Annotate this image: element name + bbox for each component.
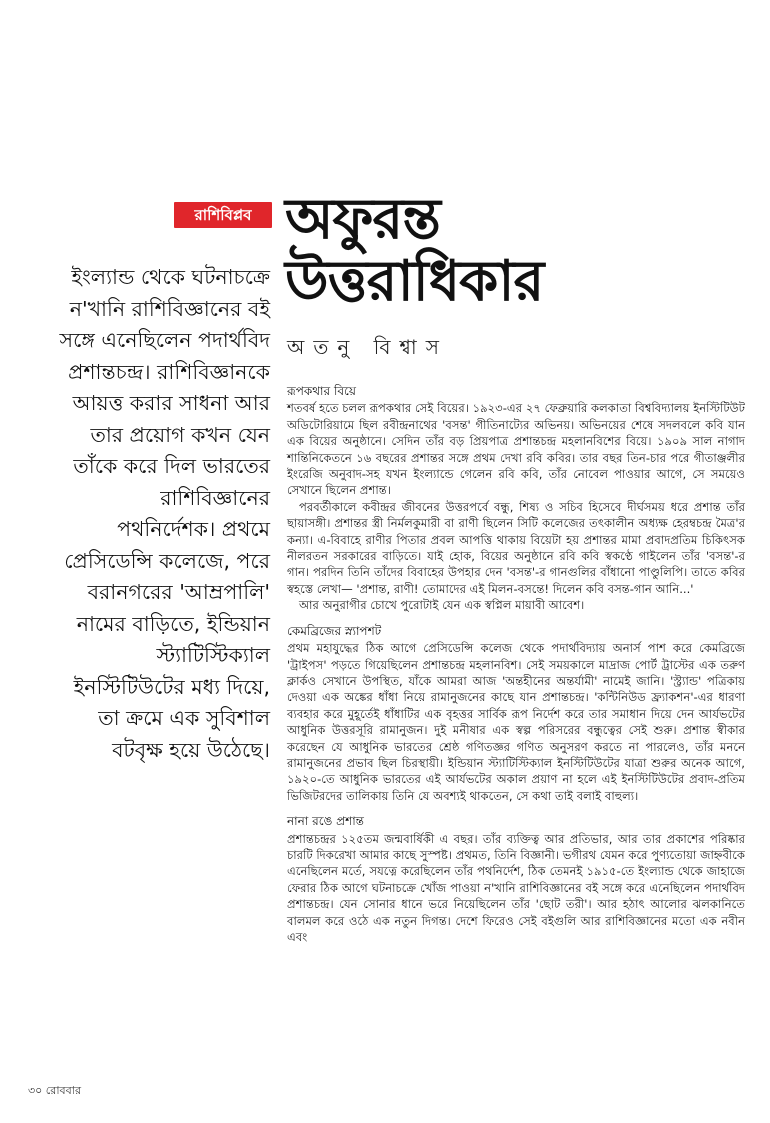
section-heading: নানা রঙে প্রশান্ত — [287, 814, 364, 829]
section-heading: রূপকথার বিয়ে — [287, 384, 356, 398]
section-2 — [287, 623, 745, 804]
article-body — [287, 383, 745, 954]
title-line-2: উত্তরাধিকার — [285, 248, 544, 314]
page-folio: ৩০ রোববার — [28, 1084, 81, 1097]
pull-quote — [58, 262, 270, 766]
title-line-1: অফুরন্ত — [285, 186, 440, 252]
paragraph: শতবর্ষ হতে চলল রূপকথার সেই বিয়ের। ১৯২৩-এর ২৭ ফেব্রুয়ারি কলকাতা বিশ্ববিদ্যালয় ইনস্টিটিউট অডিটোরিয়ামে ছিল রবীন্দ্রনাথের 'বসন্ত' গীতিনাট্যের অভিনয়। অভিনয়ের শেষে সদলবলে কবি যান এক বিয়ের অনুষ্ঠানে। সেদিন তাঁর বড় প্রিয়পাত্র প্রশান্তচন্দ্র মহলানবিশের বিয়ে। ১৯০৯ সাল নাগাদ শান্তিনিকেতনে ১৬ বছরের প্রশান্তর সঙ্গে প্রথম দেখা রবি কবির। তার বছর তিন-চার পরে গীতাঞ্জলীর ইংরেজি অনুবাদ-সহ যখন ইংল্যান্ডে গেলেন রবি কবি, তাঁর নোবেল পাওয়ার আগে, সে সময়েও সেখানে ছিলেন প্রশান্ত। — [287, 401, 745, 498]
article-title — [285, 188, 755, 312]
paragraph: আর অনুরাগীর চোখে পুরোটাই যেন এক স্বপ্নিল মায়াবী আবেশ। — [299, 598, 585, 613]
paragraph: প্রথম মহাযুদ্ধের ঠিক আগে প্রেসিডেন্সি কলেজ থেকে পদার্থবিদ্যায় অনার্স পাশ করে কেমব্রিজে 'ট্রাইপস' পড়তে গিয়েছিলেন প্রশান্তচন্দ্র মহলানবিশ। সেই সময়কালে মাদ্রাজ পোর্ট ট্রাস্টের এক তরুণ ক্লার্কও সেখানে উপস্থিত, যাঁকে আমরা আজ 'অন্তহীনের অন্তর্যামী' নামেই জানি। 'স্ট্র্যান্ড' পত্রিকায় দেওয়া এক অঙ্কের ধাঁধা নিয়ে রামানুজনের কাছে যান প্রশান্তচন্দ্র। 'কন্টিনিউড ফ্র্যাকশন'-এর ধারণা ব্যবহার করে মুহূর্তেই ধাঁধাটির এক বৃহত্তর সার্বিক রূপ নির্দেশ করে তার সমাধান দিয়ে দেন আর্যভটের আধুনিক উত্তরসূরি রামানুজন। দুই মনীষার এক স্বল্প পরিসরের বন্ধুত্বের সেই শুরু। প্রশান্ত স্বীকার করেছেন যে আধুনিক ভারতের শ্রেষ্ঠ গণিতজ্ঞর গণিত অনুসরণ করতে না পারলেও, তাঁর মননে রামানুজনের প্রভাব ছিল চিরস্থায়ী। ইন্ডিয়ান স্ট্যাটিস্টিক্যাল ইনস্টিটিউটের যাত্রা শুরুর অনেক আগে, ১৯২০-তে আধুনিক ভারতের এই আর্যভটের অকাল প্রয়াণ না হলে এই ইনস্টিটিউটের প্রবাদ-প্রতিম ভিজিটরদের তালিকায় তিনি যে অবশ্যই থাকতেন, সে কথা তাই বলাই বাহুল্য। — [287, 641, 745, 803]
author-byline: অতনু বিশ্বাস — [287, 335, 448, 359]
pull-quote-text: ইংল্যান্ড থেকে ঘটনাচক্রে ন'খানি রাশিবিজ্ঞানের বই সঙ্গে এনেছিলেন পদার্থবিদ প্রশান্তচন্দ্র। রাশিবিজ্ঞানকে আয়ত্ত করার সাধনা আর তার প্রয়োগ কখন যেন তাঁকে করে দিল ভারতের রাশিবিজ্ঞানের পথনির্দেশক। প্রথমে প্রেসিডেন্সি কলেজে, পরে বরানগরের 'আম্রপালি' নামের বাড়িতে, ইন্ডিয়ান স্ট্যাটিস্টিক্যাল ইনস্টিটিউটের মধ্য দিয়ে, তা ক্রমে এক সুবিশাল বটবৃক্ষ হয়ে উঠেছে। — [59, 265, 270, 762]
section-3 — [287, 813, 745, 945]
section-1 — [287, 383, 745, 614]
section-heading: কেমব্রিজের স্ন্যাপশট — [287, 623, 382, 638]
paragraph: প্রশান্তচন্দ্রর ১২৫তম জন্মবার্ষিকী এ বছর। তাঁর ব্যক্তিত্ব আর প্রতিভার, আর তার প্রকাশের পরিষ্কার চারটি দিকরেখা আমার কাছে সুস্পষ্ট। প্রথমত, তিনি বিজ্ঞানী। ভগীরথ যেমন করে পুণ্যতোয়া জাহ্নবীকে এনেছিলেন মর্তে, সযত্নে করেছিলেন তাঁর পথনির্দেশ, ঠিক তেমনই ১৯১৫-তে ইংল্যান্ড থেকে জাহাজে ফেরার ঠিক আগে ঘটনাচক্রে খোঁজ পাওয়া ন'খানি রাশিবিজ্ঞানের বই সঙ্গে করে এনেছিলেন পদার্থবিদ প্রশান্তচন্দ্র। যেন সোনার ধানে ভরে নিয়েছিলেন তাঁর 'ছোট তরী'। আর হঠাৎ আলোর ঝলকানিতে বালমল করে ওঠে এক নতুন দিগন্ত। দেশে ফিরেও সেই বইগুলি আর রাশিবিজ্ঞানের মতো এক নবীন এবং — [287, 831, 745, 944]
section-tag: রাশিবিপ্লব — [174, 202, 272, 228]
paragraph: পরবর্তীকালে কবীন্দ্রর জীবনের উত্তরপর্বে বন্ধু, শিষ্য ও সচিব হিসেবে দীর্ঘসময় ধরে প্রশান্ত তাঁর ছায়াসঙ্গী। প্রশান্তর স্ত্রী নির্মলকুমারী বা রাণী ছিলেন সিটি কলেজের তৎকালীন অধ্যক্ষ হেরম্বচন্দ্র মৈত্র'র কন্যা। এ-বিবাহে রাণীর পিতার প্রবল আপত্তি থাকায় বিয়েটা হয় প্রশান্তর মামা প্রবাদপ্রতিম চিকিৎসক নীলরতন সরকারের বাড়িতে। যাই হোক, বিয়ের অনুষ্ঠানে রবি কবি স্বকণ্ঠে গাইলেন তাঁর 'বসন্ত'-র গান। পরদিন তিনি তাঁদের বিবাহের উপহার দেন 'বসন্ত'-র গানগুলির বাঁধানো পাণ্ডুলিপি। তাতে কবির স্বহস্তে লেখা— 'প্রশান্ত, রাণী! তোমাদের এই মিলন-বসন্তে! দিলেন কবি বসন্ত-গান আনি...' — [287, 499, 745, 596]
